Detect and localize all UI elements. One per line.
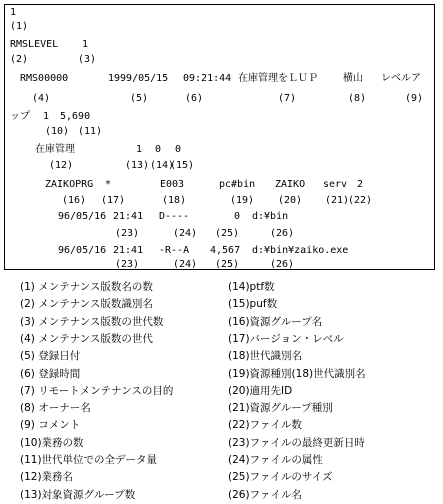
legend-item: (16)資源グループ名 xyxy=(228,315,323,328)
comment-part-2: ップ xyxy=(10,111,30,122)
legend-item: (3) メンテナンス版数の世代数 xyxy=(20,315,164,328)
callout-26: (26) xyxy=(270,228,295,239)
callout-4: (4) xyxy=(32,93,51,104)
callout-11: (11) xyxy=(78,126,103,137)
legend-item: (7) リモートメンテナンスの目的 xyxy=(20,384,174,397)
legend-item: (2) メンテナンス版数識別名 xyxy=(20,298,153,311)
total-data-volume: 5,690 xyxy=(60,111,91,122)
callout-17: (17) xyxy=(101,195,126,206)
callout-21: (21) xyxy=(325,195,350,206)
legend-item: (6) 登録時間 xyxy=(20,367,81,380)
legend-item: (11)世代単位での全データ量 xyxy=(20,454,158,466)
resource-type: pc#bin xyxy=(219,179,256,190)
file1-attr: D---- xyxy=(159,211,190,222)
callout-3: (3) xyxy=(78,54,97,65)
callout-26: (26) xyxy=(270,259,295,270)
callout-10: (10) xyxy=(45,126,70,137)
callout-22: (22) xyxy=(348,195,373,206)
target-id: ZAIKO xyxy=(275,179,306,190)
legend-item: (17)バージョン・レベル xyxy=(228,332,344,345)
callout-25: (25) xyxy=(215,228,240,239)
callout-23: (23) xyxy=(115,259,140,270)
legend-item: (22)ファイル数 xyxy=(228,419,302,432)
callout-18: (18) xyxy=(162,195,187,206)
legend-item: (19)資源種別(18)世代識別名 xyxy=(228,367,366,380)
file2-attr: -R--A xyxy=(159,245,190,256)
resource-group-count: 1 xyxy=(136,144,143,155)
callout-23: (23) xyxy=(115,228,140,239)
register-time: 09:21:44 xyxy=(183,73,232,84)
file1-name: d:¥bin xyxy=(252,211,289,222)
callout-6: (6) xyxy=(185,93,204,104)
rms-level-label: RMSLEVEL xyxy=(10,39,59,50)
file2-size: 4,567 xyxy=(210,245,241,256)
file1-date: 96/05/16 xyxy=(58,211,107,222)
callout-24: (24) xyxy=(173,228,198,239)
ptf-count: 0 xyxy=(155,144,162,155)
file2-name: d:¥bin¥zaiko.exe xyxy=(252,245,349,256)
legend-item: (8) オーナー名 xyxy=(20,402,91,415)
callout-5: (5) xyxy=(130,93,149,104)
file1-size: 0 xyxy=(234,211,241,222)
version-level: * xyxy=(105,179,112,190)
callout-12: (12) xyxy=(49,160,74,171)
legend-item: (25)ファイルのサイズ xyxy=(228,471,333,484)
file2-date: 96/05/16 xyxy=(58,245,107,256)
legend-item: (26)ファイル名 xyxy=(228,488,302,501)
resource-group-name: ZAIKOPRG xyxy=(45,179,94,190)
file2-time: 21:41 xyxy=(113,245,144,256)
business-name: 在庫管理 xyxy=(35,144,75,155)
file-count: 2 xyxy=(357,179,364,190)
legend-item: (15)puf数 xyxy=(228,298,278,311)
legend-item: (13)対象資源グループ数 xyxy=(20,488,136,501)
callout-14: (14) xyxy=(150,160,175,171)
rms-level-value: 1 xyxy=(82,39,89,50)
legend-item: (24)ファイルの属性 xyxy=(228,454,323,466)
generation-id: E003 xyxy=(160,179,185,190)
puf-count: 0 xyxy=(175,144,182,155)
file1-time: 21:41 xyxy=(113,211,144,222)
maintenance-purpose: 在庫管理をＬＵＰ xyxy=(238,73,318,84)
callout-19: (19) xyxy=(230,195,255,206)
legend-item: (12)業務名 xyxy=(20,471,74,484)
resource-group-type: serv xyxy=(323,179,348,190)
legend-item: (10)業務の数 xyxy=(20,436,84,449)
callout-15: (15) xyxy=(170,160,195,171)
rms-id: RMS00000 xyxy=(20,73,69,84)
callout-13: (13) xyxy=(125,160,150,171)
callout-7: (7) xyxy=(278,93,297,104)
business-count: 1 xyxy=(43,111,50,122)
callout-9: (9) xyxy=(405,93,424,104)
callout-20: (20) xyxy=(278,195,303,206)
legend-item: (1) メンテナンス版数名の数 xyxy=(20,281,153,293)
legend-item: (20)適用先ID xyxy=(228,384,293,397)
callout-8: (8) xyxy=(348,93,367,104)
callout-16: (16) xyxy=(62,195,87,206)
legend-item: (23)ファイルの最終更新日時 xyxy=(228,436,365,449)
callout-2: (2) xyxy=(10,54,29,65)
rms-count-value: 1 xyxy=(10,7,17,18)
callout-1: (1) xyxy=(10,21,29,32)
legend-item: (21)資源グループ種別 xyxy=(228,402,333,415)
callout-24: (24) xyxy=(173,259,198,270)
comment-part-1: レベルア xyxy=(381,73,421,84)
legend-item: (9) コメント xyxy=(20,419,81,432)
register-date: 1999/05/15 xyxy=(108,73,169,84)
legend-item: (4) メンテナンス版数の世代 xyxy=(20,332,153,345)
legend-item: (5) 登録日付 xyxy=(20,350,81,363)
legend-item: (18)世代識別名 xyxy=(228,350,303,363)
callout-25: (25) xyxy=(215,259,240,270)
owner-name: 横山 xyxy=(343,73,363,84)
legend-item: (14)ptf数 xyxy=(228,281,275,293)
